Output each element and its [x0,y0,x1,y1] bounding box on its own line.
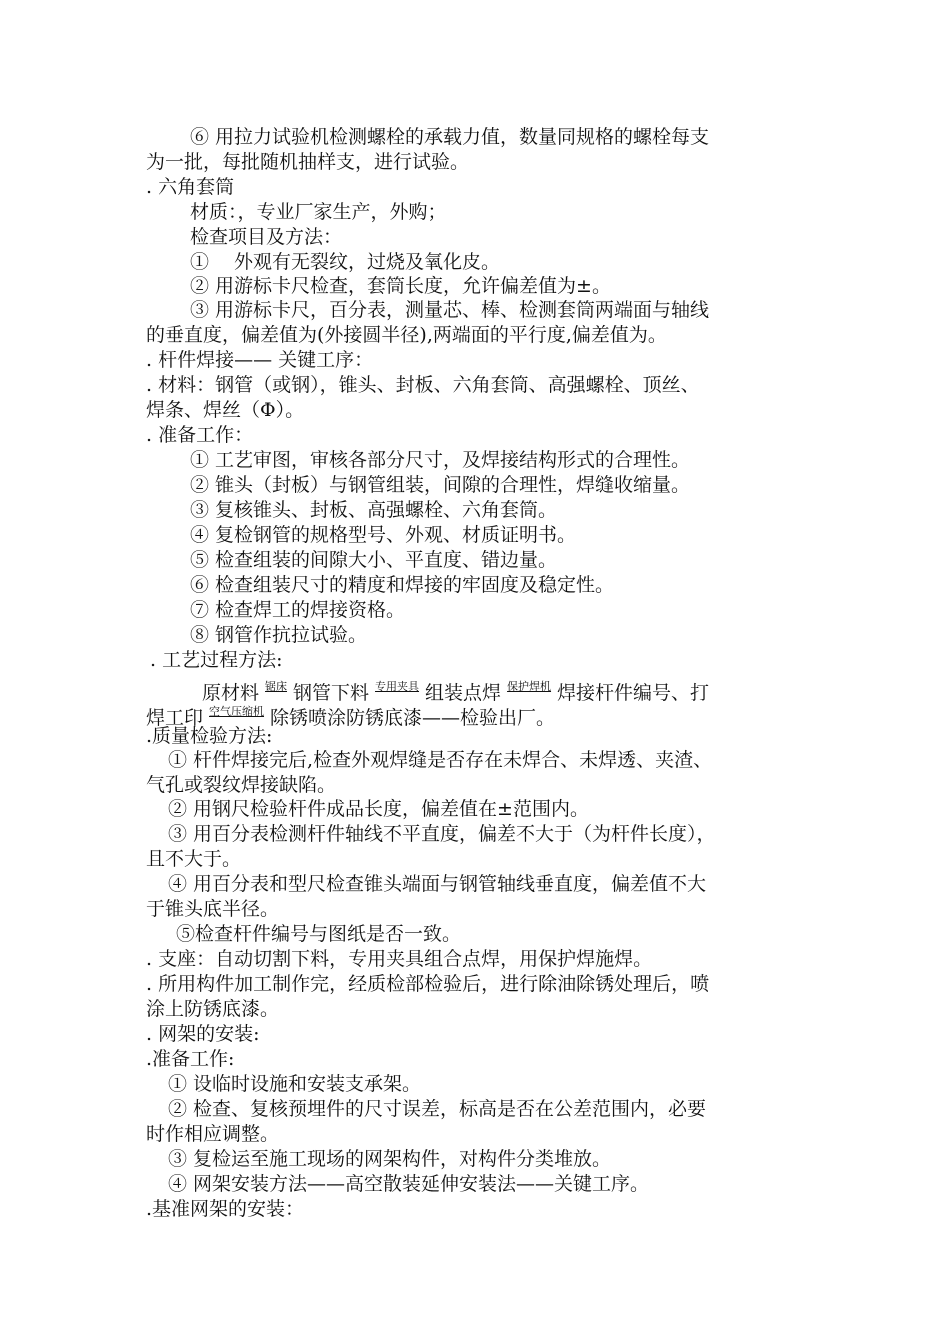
text-line: ① 杆件焊接完后,检查外观焊缝是否存在未焊合、未焊透、夹渣、 [168,749,713,771]
process-step: 组装点焊 [425,682,502,704]
text-line: . 材料：钢管（或钢），锥头、封板、六角套筒、高强螺栓、顶丝、 [146,374,700,396]
text-line: 于锥头底半径。 [146,898,280,920]
text-line: . 所用构件加工制作完，经质检部检验后，进行除油除锈处理后，喷 [146,973,710,995]
text-line: ③ 用游标卡尺，百分表，测量芯、棒、检测套筒两端面与轴线 [190,299,710,321]
text-line: ① 外观有无裂纹，过烧及氧化皮。 [190,251,501,273]
text-line: ① 工艺审图，审核各部分尺寸，及焊接结构形式的合理性。 [190,449,691,471]
section-heading: . 准备工作： [146,424,254,446]
section-heading: . 六角套筒 [146,176,235,198]
text-line: 涂上防锈底漆。 [146,998,280,1020]
text-line: ③ 用百分表检测杆件轴线不平直度，偏差不大于（为杆件长度）， [168,823,716,845]
text-line: 材质：，专业厂家生产，外购； [190,201,447,223]
text-line: 气孔或裂纹焊接缺陷。 [146,774,337,796]
process-step: 钢管下料 [293,682,370,704]
text-line: ② 检查、复核预埋件的尺寸误差，标高是否在公差范围内，必要 [168,1098,707,1120]
text-line: ④ 用百分表和型尺检查锥头端面与钢管轴线垂直度，偏差值不大 [168,873,707,895]
section-heading: .基准网架的安装： [146,1198,305,1220]
text-line: ② 用钢尺检验杆件成品长度，偏差值在±范围内。 [168,798,589,820]
text-line: ④ 复检钢管的规格型号、外观、材质证明书。 [190,524,577,546]
text-line: ① 设临时设施和安装支承架。 [168,1073,422,1095]
section-heading: .准备工作: [146,1048,235,1070]
text-line: ⑤检查杆件编号与图纸是否一致。 [176,923,462,945]
process-arrow-label: 保护焊机 [507,680,552,693]
text-line: ⑥ 用拉力试验机检测螺栓的承载力值，数量同规格的螺栓每支 [190,126,710,148]
text-line: ② 用游标卡尺检查，套筒长度，允许偏差值为±。 [190,275,611,297]
text-line: ③ 复检运至施工现场的网架构件，对构件分类堆放。 [168,1148,612,1170]
process-arrow-label: 空气压缩机 [209,705,265,718]
text-line: ④ 网架安装方法——高空散装延伸安装法——关键工序。 [168,1173,650,1195]
text-line: 为一批，每批随机抽样支，进行试验。 [146,151,470,173]
section-heading: .质量检验方法: [146,725,273,747]
text-line: ② 锥头（封板）与钢管组装，间隙的合理性，焊缝收缩量。 [190,474,691,496]
process-step: 焊工印 [146,707,204,729]
text-line: 时作相应调整。 [146,1123,280,1145]
text-line: 焊条、焊丝（Φ）。 [146,399,305,421]
process-step: 原材料 [202,682,260,704]
text-line: ⑦ 检查焊工的焊接资格。 [190,599,406,621]
text-line: 的垂直度，偏差值为(外接圆半径),两端面的平行度,偏差值为。 [146,324,667,346]
text-line: 且不大于。 [146,848,242,870]
text-line: ⑧ 钢管作抗拉试验。 [190,624,368,646]
section-heading: . 杆件焊接—— 关键工序： [146,349,374,371]
process-arrow-label: 锯床 [265,680,288,693]
process-step: 除锈喷涂防锈底漆——检验出厂。 [270,707,556,729]
process-step: 焊接杆件编号、打 [557,682,710,704]
text-line: ③ 复核锥头、封板、高强螺栓、六角套筒。 [190,499,558,521]
process-arrow-label: 专用夹具 [375,680,420,693]
text-line: . 支座：自动切割下料，专用夹具组合点焊，用保护焊施焊。 [146,948,653,970]
section-heading: . 网架的安装: [146,1023,260,1045]
text-line: ⑥ 检查组装尺寸的精度和焊接的牢固度及稳定性。 [190,574,615,596]
text-line: 检查项目及方法： [190,226,343,248]
section-heading: . 工艺过程方法: [150,649,283,671]
text-line: ⑤ 检查组装的间隙大小、平直度、错边量。 [190,549,558,571]
